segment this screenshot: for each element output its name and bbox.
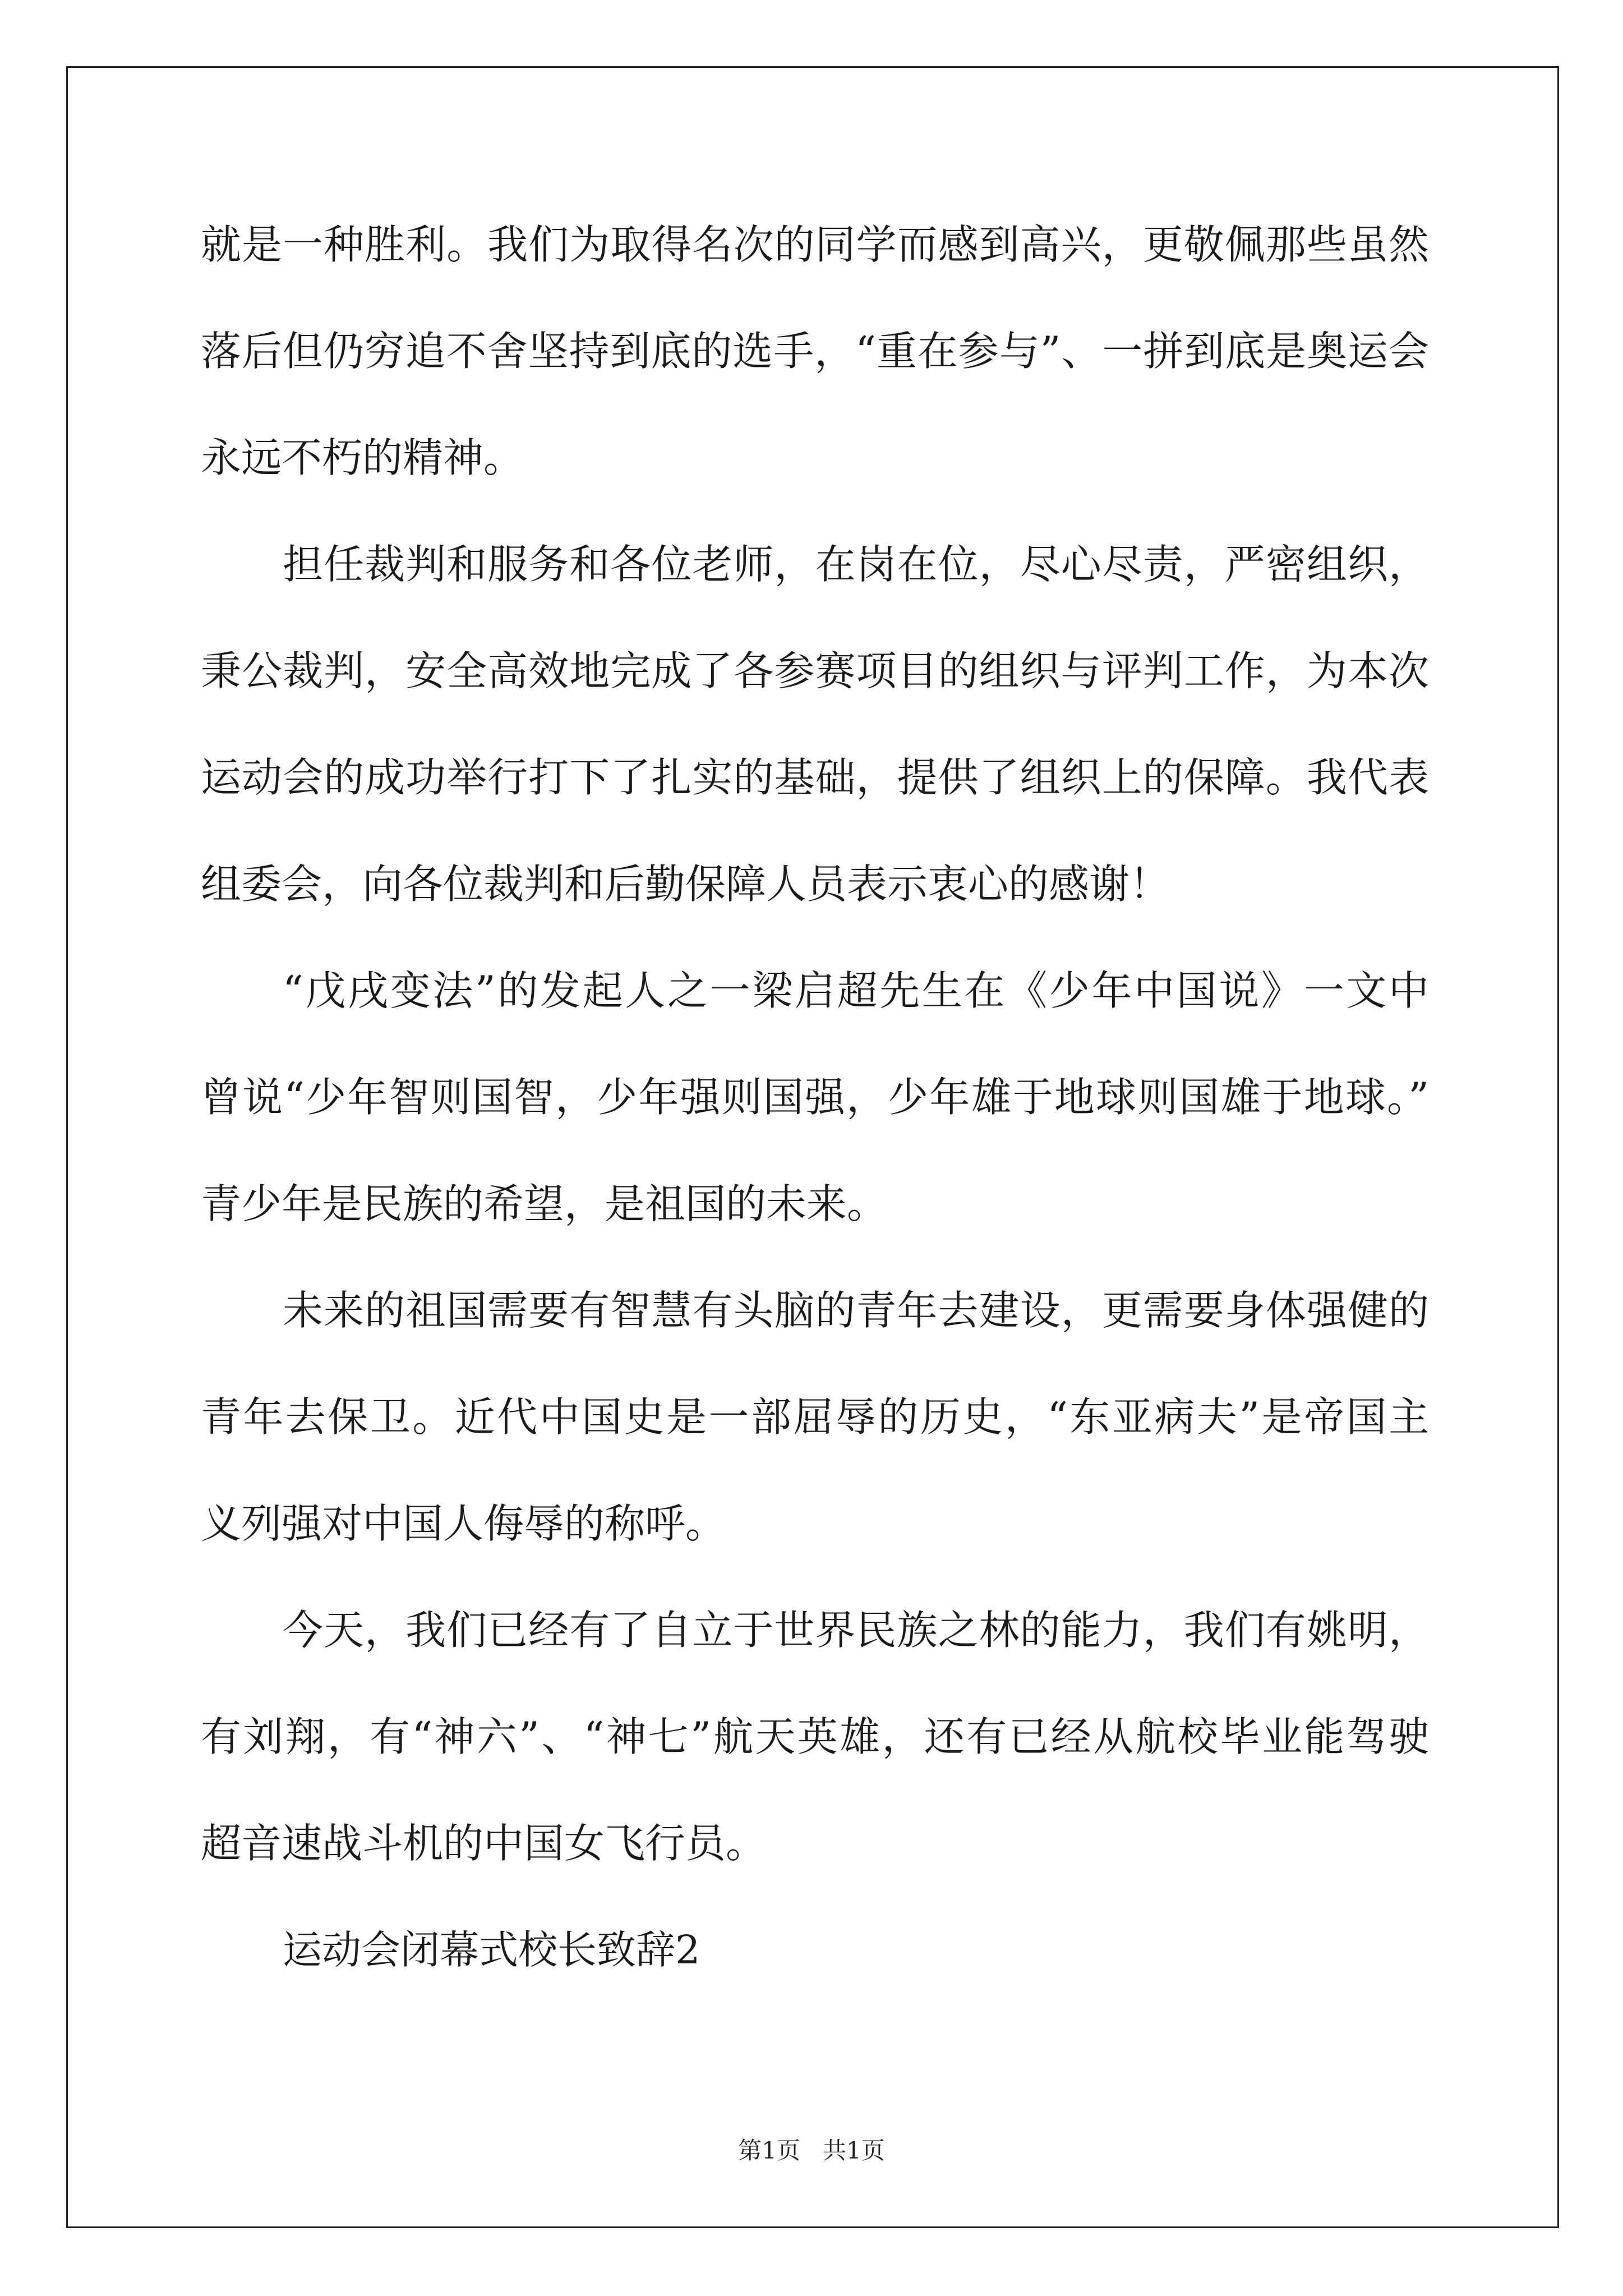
paragraph-6	[201, 1923, 1429, 1977]
paragraph-3	[201, 964, 1429, 1231]
text-line: 永远不朽的精神。	[201, 434, 524, 481]
text-line: 担任裁判和服务和各位老师，在岗在位，尽心尽责，严密组织，	[283, 541, 1429, 588]
text-line: 曾说“少年智则国智，少年强则国强，少年雄于地球则国雄于地球。”	[201, 1074, 1429, 1121]
text-line: 青年去保卫。近代中国史是一部屈辱的历史，“东亚病夫”是帝国主	[201, 1393, 1429, 1441]
section-heading: 运动会闭幕式校长致辞2	[283, 1927, 700, 1973]
text-line: “戊戌变法”的发起人之一梁启超先生在《少年中国说》一文中	[283, 967, 1429, 1014]
paragraph-2	[201, 537, 1429, 911]
text-line: 秉公裁判，安全高效地完成了各参赛项目的组织与评判工作，为本次	[201, 647, 1429, 694]
text-line: 组委会，向各位裁判和后勤保障人员表示衷心的感谢！	[201, 861, 1170, 908]
text-line: 未来的祖国需要有智慧有头脑的青年去建设，更需要身体强健的	[283, 1287, 1429, 1334]
text-line: 就是一种胜利。我们为取得名次的同学而感到高兴，更敬佩那些虽然	[201, 221, 1429, 268]
document-body	[201, 218, 1429, 2030]
text-line: 落后但仍穷追不舍坚持到底的选手，“重在参与”、一拼到底是奥运会	[201, 328, 1429, 375]
text-line: 超音速战斗机的中国女飞行员。	[201, 1820, 767, 1867]
paragraph-4	[201, 1283, 1429, 1550]
text-line: 义列强对中国人侮辱的称呼。	[201, 1500, 726, 1547]
text-line: 运动会的成功举行打下了扎实的基础，提供了组织上的保障。我代表	[201, 754, 1429, 801]
paragraph-5	[201, 1603, 1429, 1870]
text-line: 今天，我们已经有了自立于世界民族之林的能力，我们有姚明，	[283, 1607, 1429, 1654]
text-line: 青少年是民族的希望，是祖国的未来。	[201, 1180, 888, 1227]
page-number-total: 共1页	[823, 2137, 885, 2164]
text-line: 有刘翔，有“神六”、“神七”航天英雄，还有已经从航校毕业能驾驶	[201, 1713, 1429, 1760]
page-number-current: 第1页	[738, 2137, 800, 2164]
paragraph-1	[201, 218, 1429, 485]
page-footer	[0, 2135, 1623, 2166]
